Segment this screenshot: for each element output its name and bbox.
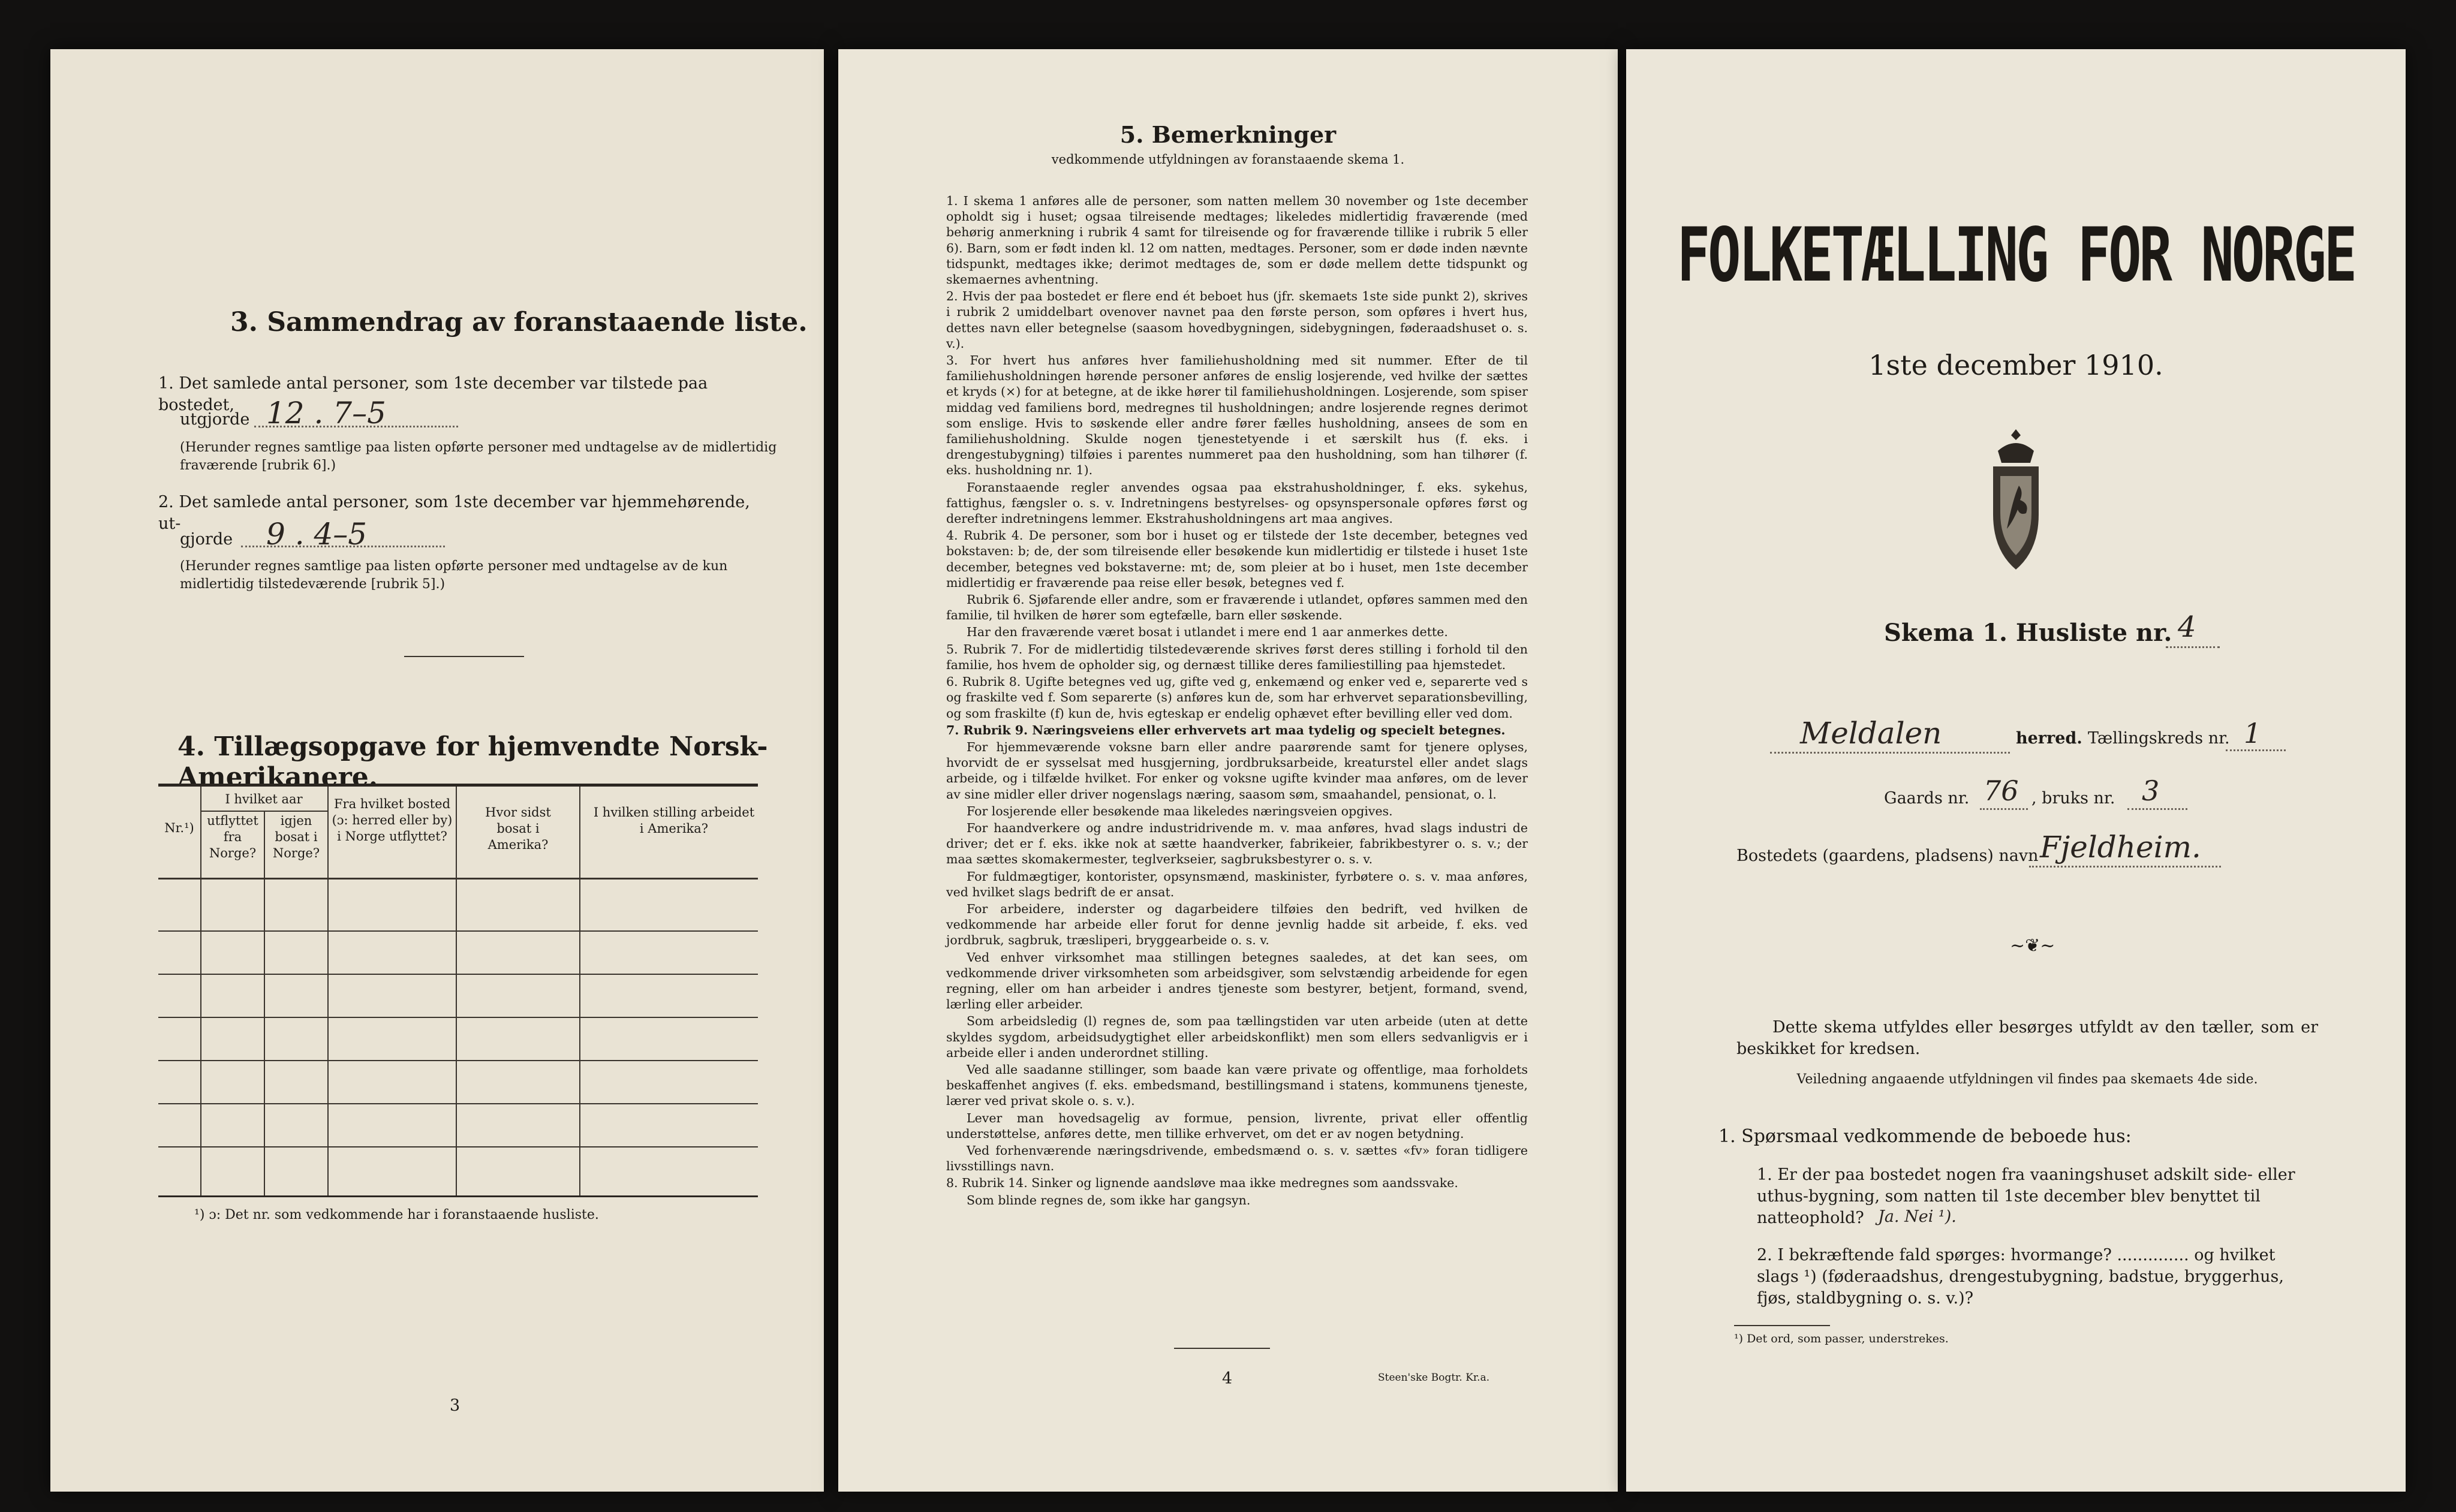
item-2-note: (Herunder regnes samtlige paa listen opførte personer med undtagelse av de kun midlertidig tilstedeværende [rubrik 5].) (180, 559, 728, 592)
remark-paragraph: 1. I skema 1 anføres alle de personer, som natten mellem 30 november og 1ste december opholdt sig i huset; ogsaa tilreisende medtages; likeledes midlertidig fraværende (med behørig anmerkning i rubrik 4 samt for tilreisende og for fraværende tillike i rubrik 5 eller 6). Barn, som er født inden kl. 12 om natten, medtages. Personer, som er døde inden nævnte tidspunkt, medtages ikke; derimot medtages de, som er døde mellem dette tidspunkt og skemaernes avhentning. (946, 194, 1528, 287)
remark-paragraph: Rubrik 6. Sjøfarende eller andre, som er fraværende i utlandet, opføres sammen med den familie, til hvilken de hører som egtefælle, barn eller søskende. (946, 592, 1528, 623)
table-row-rule (158, 974, 758, 975)
intro-note: Veiledning angaaende utfyldningen vil findes paa skemaets 4de side. (1796, 1072, 2258, 1087)
ornament-icon: ~❦~ (2010, 935, 2055, 956)
remark-paragraph: Har den fraværende været bosat i utlandet i mere end 1 aar anmerkes dette. (967, 625, 1448, 640)
separator-rule (404, 656, 524, 657)
kreds-value: 1 (2244, 717, 2262, 749)
table-header-returned: igjen bosat i Norge? (272, 814, 320, 860)
section-4-title: 4. Tillægsopgave for hjemvendte Norsk-Amerikanere. (177, 731, 768, 793)
item-2-prefix: gjorde (180, 530, 233, 549)
remark-paragraph: 3. For hvert hus anføres hver familiehusholdning med sit nummer. Efter de til familiehusholdningen hørende personer anføres de enslig losjerende, ved hvilke der sættes et kryds (×) for at betegne, at de ikke hører til familiehusholdningen. Losjerende, som spiser middag ved familiens bord, medregnes til husholdningen; andre losjerende regnes derimot som enslige. Hvis to søskende eller andre fører fælles husholdning, ansees de som en familiehusholdning. Skulde nogen tjenestetyende i et særskilt hus (f. eks. i drengestubygning) tilføies i parentes nummeret paa den husholdning, som han tilhører (f. eks. husholdning nr. 1). (946, 353, 1528, 478)
remark-paragraph: Lever man hovedsagelig av formue, pension, livrente, privat eller offentlig understøttelse, anføres dette, men tillike erhvervet, om det er av nogen betydning. (946, 1110, 1528, 1141)
remark-paragraph: For hjemmeværende voksne barn eller andre paarørende samt for tjenere oplyses, hvorvidt de er sysselsat med husgjerning, jordbruksarbeide, kreaturstel eller andet slags arbeide, og i tilfælde hvilket. For enker og voksne ugifte kvinder maa anføres, om de lever av sine midler eller driver nogenslags næring, saasom søm, smaahandel, pensionat, o. l. (946, 739, 1528, 802)
husliste-line (2166, 646, 2220, 648)
remark-paragraph: 5. Rubrik 7. For de midlertidig tilstedeværende skrives først deres stilling i forhold til den familie, hos hvem de opholder sig, og dernæst tillike deres familiestilling paa hjemstedet. (946, 641, 1528, 672)
remark-paragraph: For losjerende eller besøkende maa likeledes næringsveien opgives. (967, 803, 1393, 818)
kreds-line (2226, 749, 2286, 751)
table-header-rule (158, 878, 758, 880)
table-col-divider (264, 811, 265, 1195)
husliste-nr: 4 (2178, 610, 2196, 644)
remark-paragraph: For fuldmægtiger, kontorister, opsynsmænd, maskinister, fyrbøtere o. s. v. maa anføres, ved hvilket slags bedrift de er ansat. (946, 869, 1528, 899)
table-row-rule (158, 1146, 758, 1147)
printer-imprint: Steen'ske Bogtr. Kr.a. (1378, 1372, 1490, 1384)
census-title: FOLKETÆLLING FOR NORGE (1677, 212, 2355, 299)
footnote: ¹) Det ord, som passer, understrekes. (1734, 1332, 1949, 1345)
remark-paragraph: 6. Rubrik 8. Ugifte betegnes ved ug, gifte ved g, enkemænd og enker ved e, separerte ved s og fraskilte ved f. Som separerte (s) anføres kun de, som har erhvervet separationsbevilling, og som fraskilte (f) kun de, hvis egteskap er endelig ophævet efter bevilling eller ved dom. (946, 674, 1528, 721)
remark-paragraph: 2. Hvis der paa bostedet er flere end ét beboet hus (jfr. skemaets 1ste side punkt 2), skrives i rubrik 2 umiddelbart ovenover navnet paa den første person, som opføres i hvert hus, dettes navn eller betegnelse (saasom hovedbygningen, sidebygningen, føderaadshuset o. s. v.). (946, 289, 1528, 351)
item-1-text: 1. Det samlede antal personer, som 1ste december var tilstede paa bostedet, (158, 374, 708, 414)
question-1-title: 1. Spørsmaal vedkommende de beboede hus: (1718, 1126, 2132, 1147)
remarks-title: 5. Bemerkninger (1119, 121, 1337, 148)
bosted-label: Bostedets (gaardens, pladsens) navn (1736, 847, 2039, 865)
remark-paragraph: 7. Rubrik 9. Næringsveiens eller erhvervets art maa tydelig og specielt betegnes. (946, 722, 1506, 737)
remark-paragraph: Som blinde regnes de, som ikke har gangsyn. (967, 1192, 1251, 1207)
page-3 (50, 49, 824, 1492)
remark-paragraph: Ved alle saadanne stillinger, som baade kan være private og offentlige, maa forholdets beskaffenhet angives (f. eks. embedsmand, bestillingsmand i statens, kommunens tjeneste, lærer ved privat skole o. s. v.). (946, 1062, 1528, 1109)
bruks-line (2127, 808, 2187, 810)
table-row-rule (158, 930, 758, 932)
remark-paragraph: 8. Rubrik 14. Sinker og lignende aandsløve maa ikke medregnes som aandssvake. (946, 1176, 1458, 1191)
herred-line (1770, 752, 2010, 754)
table-row-rule (158, 1103, 758, 1104)
table-subheader-rule (200, 811, 327, 812)
gaards-label: Gaards nr. (1884, 789, 1970, 808)
page-1 (1626, 49, 2406, 1492)
table-header-nr: Nr.¹) (164, 821, 194, 835)
herred-value: Meldalen (1800, 716, 1942, 751)
page-4 (838, 49, 1618, 1492)
table-footnote: ¹) ɔ: Det nr. som vedkommende har i foranstaaende husliste. (194, 1207, 599, 1222)
table-col-divider (456, 787, 457, 1195)
kreds-label: Tællingskreds nr. (2088, 729, 2230, 748)
remark-paragraph: Ved enhver virksomhet maa stillingen betegnes saaledes, at det kan sees, om vedkommende driver virksomheten som arbeidsgiver, som selvstændig arbeidende for egen regning, eller om han arbeider i andres tjeneste som bestyrer, betjent, formand, svend, lærling eller arbeider. (946, 950, 1528, 1012)
norway-coat-of-arms-icon (1980, 427, 2052, 577)
table-col-divider (579, 787, 580, 1195)
question-1-1: 1. Er der paa bostedet nogen fra vaaningshuset adskilt side- eller uthus-bygning, som natten til 1ste december blev benyttet til natteophold? (1757, 1165, 2295, 1227)
table-header-group: I hvilket aar (225, 792, 303, 806)
table-col-divider (327, 787, 329, 1195)
question-1-1-answer: Ja. Nei ¹). (1878, 1207, 1957, 1226)
bruks-value: 3 (2142, 775, 2160, 807)
table-row-rule (158, 1060, 758, 1061)
table-header-occupation: I hvilken stilling arbeidet i Amerika? (593, 805, 755, 836)
remark-paragraph: 4. Rubrik 4. De personer, som bor i huset og er tilstede der 1ste december, betegnes ved bokstaven: b; de, der som tilreisende eller besøkende kun midlertidig er tilstede i huset 1ste december, betegnes ved bokstaverne: mt; de, som pleier at bo i huset, men 1ste december midlertidig er fraværende paa reise eller besøk, betegnes ved f. (946, 528, 1528, 590)
section-3-title: 3. Sammendrag av foranstaaende liste. (230, 307, 808, 338)
remark-paragraph: Ved forhenværende næringsdrivende, embedsmænd o. s. v. sættes «fv» foran tidligere livsstillings navn. (946, 1143, 1528, 1174)
bruks-label: , bruks nr. (2031, 789, 2115, 808)
item-1-value: 12 . 7–5 (266, 396, 386, 430)
table-header-emigrated: utflyttet fra Norge? (207, 814, 258, 860)
gaards-value: 76 (1984, 775, 2019, 807)
norsk-amerikanere-table (158, 784, 758, 1197)
herred-label: herred. (2016, 729, 2082, 748)
table-header-last-residence: Hvor sidst bosat i Amerika? (485, 805, 551, 852)
bosted-value: Fjeldheim. (2040, 830, 2201, 865)
remark-paragraph: For arbeidere, inderster og dagarbeidere tilføies den bedrift, ved hvilken de vedkommende har arbeide eller forut for denne jevnlig hadde sit arbeide, f. eks. ved jordbruk, sagbruk, træsliperi, bryggearbeide o. s. v. (946, 901, 1528, 948)
question-1-2: 2. I bekræftende fald spørges: hvormange? .............. og hvilket slags ¹) (føderaadshus, drengestubygning, badstue, bryggerhus, fjøs, staldbygning o. s. v.)? (1757, 1246, 2284, 1308)
remark-paragraph: Foranstaaende regler anvendes ogsaa paa ekstrahusholdninger, f. eks. sykehus, fattighus, fængsler o. s. v. Indretningens bestyrelses- og opsynspersonale opføres først og derefter indretningens lemmer. Ekstrahusholdningens art maa angives. (946, 480, 1528, 526)
intro-text: Dette skema utfyldes eller besørges utfyldt av den tæller, som er beskikket for kredsen. (1736, 1018, 2318, 1058)
item-2-text: 2. Det samlede antal personer, som 1ste december var hjemmehørende, ut- (158, 493, 750, 533)
census-date: 1ste december 1910. (1868, 349, 2163, 381)
gaards-line (1980, 808, 2028, 810)
remarks-body (946, 193, 1528, 1209)
remarks-subtitle: vedkommende utfyldningen av foranstaaende skema 1. (1051, 152, 1405, 167)
table-row-rule (158, 1017, 758, 1018)
page-number: 3 (450, 1396, 460, 1415)
bosted-line (2029, 866, 2221, 868)
item-1-note: (Herunder regnes samtlige paa listen opførte personer med undtagelse av de midlertidig fraværende [rubrik 6].) (180, 440, 777, 473)
footnote-rule (1734, 1325, 1830, 1326)
remark-paragraph: For haandverkere og andre industridrivende m. v. maa anføres, hvad slags industri de driver; det er f. eks. ikke nok at sætte haandverker, fabrikeier, fabrikbestyrer o. s. v.; der maa sættes skomakermester, teglverkseier, sagbruksbestyrer o. s. v. (946, 820, 1528, 867)
page-number: 4 (1222, 1369, 1233, 1388)
skema-label: Skema 1. Husliste nr. (1884, 619, 2172, 647)
table-header-from-where: Fra hvilket bosted (ɔ: herred eller by) i Norge utflyttet? (332, 797, 453, 844)
item-2-value: 9 . 4–5 (266, 517, 368, 552)
end-rule (1174, 1348, 1270, 1349)
item-1-prefix: utgjorde (180, 410, 250, 429)
remark-paragraph: Som arbeidsledig (l) regnes de, som paa tællingstiden var uten arbeide (uten at dette skyldes sygdom, arbeidsudygtighet eller arbeidskonflikt) men som ellers sedvanligvis er i arbeide eller i anden underordnet stilling. (946, 1014, 1528, 1060)
